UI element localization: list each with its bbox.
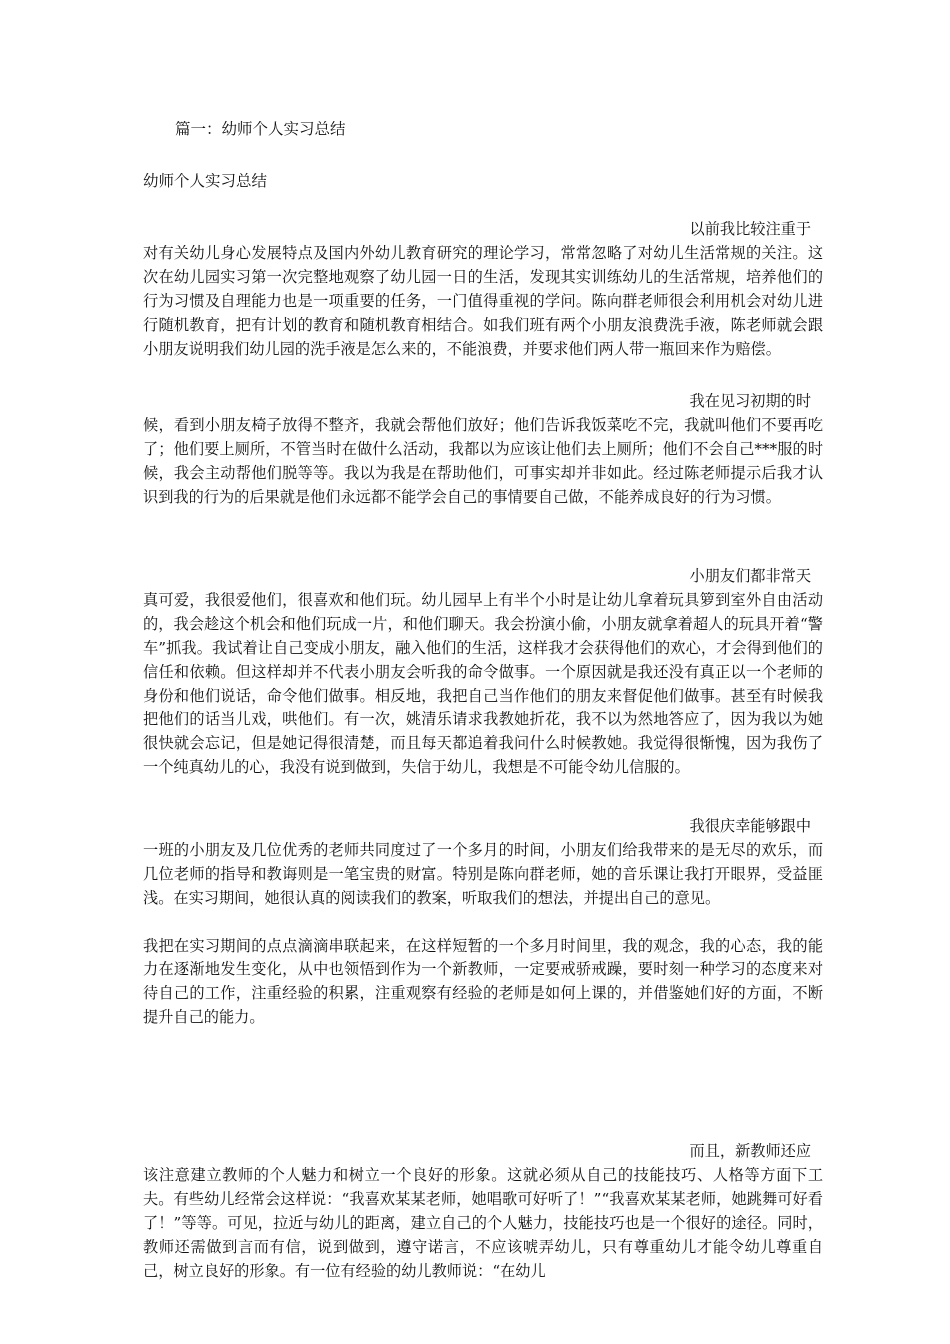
paragraph-4-body: 一班的小朋友及几位优秀的老师共同度过了一个多月的时间，小朋友们给我带来的是无尽的欢乐，而几位老师的指导和教诲则是一笔宝贵的财富。特别是陈向群老师，她的音乐课让我打开眼界，受益匪浅。在实习期间，她很认真的阅读我们的教案，听取我们的想法，并提出自己的意见。 bbox=[143, 840, 823, 907]
paragraph-4 bbox=[143, 815, 823, 1030]
paragraph-4-lead: 我很庆幸能够跟中 bbox=[689, 817, 811, 835]
paragraph-1-body: 对有关幼儿身心发展特点及国内外幼儿教育研究的理论学习，常常忽略了对幼儿生活常规的关注。这次在幼儿园实习第一次完整地观察了幼儿园一日的生活，发现其实训练幼儿的生活常规，培养他们的行为习惯及自理能力也是一项重要的任务，一门值得重视的学问。陈向群老师很会利用机会对幼儿进行随机教育，把有计划的教育和随机教育相结合。如我们班有两个小朋友浪费洗手液，陈老师就会跟小朋友说明我们幼儿园的洗手液是怎么来的，不能浪费，并要求他们两人带一瓶回来作为赔偿。 bbox=[143, 243, 823, 358]
paragraph-6-body: 该注意建立教师的个人魅力和树立一个良好的形象。这就必须从自己的技能技巧、人格等方面下工夫。有些幼儿经常会这样说：“我喜欢某某老师，她唱歌可好听了！”“我喜欢某某老师，她跳舞可好看了！”等等。可见，拉近与幼儿的距离，建立自己的个人魅力，技能技巧也是一个很好的途径。同时，教师还需做到言而有信，说到做到，遵守诺言，不应该唬弄幼儿，只有尊重幼儿才能令幼儿尊重自己，树立良好的形象。有一位有经验的幼儿教师说：“在幼儿 bbox=[143, 1165, 823, 1280]
paragraph-2-lead: 我在见习初期的时 bbox=[689, 392, 811, 410]
paragraph-2-body: 候，看到小朋友椅子放得不整齐，我就会帮他们放好；他们告诉我饭菜吃不完，我就叫他们不要再吃了；他们要上厕所，不管当时在做什么活动，我都以为应该让他们去上厕所；他们不会自己***服的时候，我会主动帮他们脱等等。我以为我是在帮助他们，可事实却并非如此。经过陈老师提示后我才认识到我的行为的后果就是他们永远都不能学会自己的事情要自己做，不能养成良好的行为习惯。 bbox=[143, 415, 823, 506]
paragraph-3-body: 真可爱，我很爱他们，很喜欢和他们玩。幼儿园早上有半个小时是让幼儿拿着玩具箩到室外自由活动的，我会趁这个机会和他们玩成一片，和他们聊天。我会扮演小偷，小朋友就拿着超人的玩具开着“警车”抓我。我试着让自己变成小朋友，融入他们的生活，这样我才会获得他们的欢心，才会得到他们的信任和依赖。但这样却并不代表小朋友会听我的命令做事。一个原因就是我还没有真正以一个老师的身份和他们说话，命令他们做事。相反地，我把自己当作他们的朋友来督促他们做事。甚至有时候我把他们的话当儿戏，哄他们。有一次，姚清乐请求我教她折花，我不以为然地答应了，因为我以为她很快就会忘记，但是她记得很清楚，而且每天都追着我问什么时候教她。我觉得很惭愧，因为我伤了一个纯真幼儿的心，我没有说到做到，失信于幼儿，我想是不可能令幼儿信服的。 bbox=[143, 590, 823, 777]
section-title: 篇一：幼师个人实习总结 bbox=[175, 120, 346, 138]
paragraph-1-lead: 以前我比较注重于 bbox=[689, 220, 811, 238]
paragraph-3 bbox=[143, 565, 823, 780]
paragraph-6-lead: 而且，新教师还应 bbox=[689, 1142, 811, 1160]
document-title: 幼师个人实习总结 bbox=[143, 172, 268, 190]
paragraph-2 bbox=[143, 390, 823, 510]
paragraph-3-lead: 小朋友们都非常天 bbox=[689, 567, 811, 585]
paragraph-1 bbox=[143, 218, 823, 361]
paragraph-6 bbox=[143, 1140, 823, 1283]
paragraph-5-body: 我把在实习期间的点点滴滴串联起来，在这样短暂的一个多月时间里，我的观念，我的心态，我的能力在逐渐地发生变化，从中也领悟到作为一个新教师，一定要戒骄戒躁，要时刻一种学习的态度来对待自己的工作，注重经验的积累，注重观察有经验的老师是如何上课的，并借鉴她们好的方面，不断提升自己的能力。 bbox=[143, 936, 823, 1027]
